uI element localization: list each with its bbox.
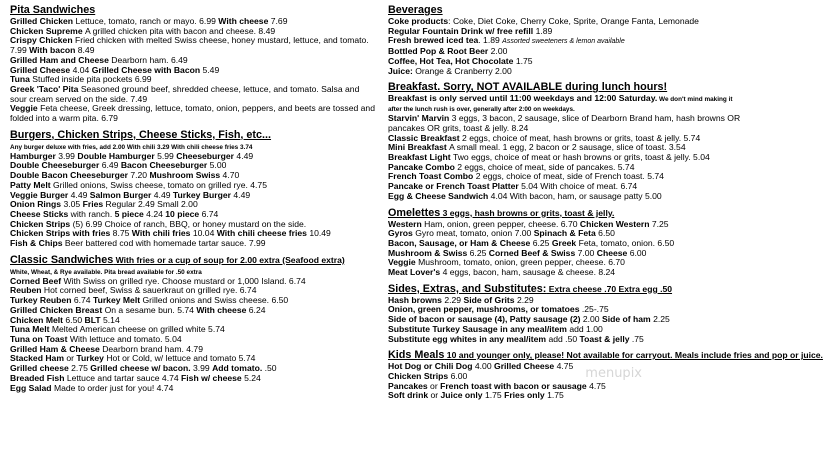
item-detail: 2.00 [582, 314, 602, 325]
item-name: Crispy Chicken [10, 35, 75, 46]
item-detail: .50 [262, 363, 277, 374]
item-name: Fries only [504, 390, 548, 401]
item-name: Turkey Melt [92, 295, 143, 306]
menu-section-omelettes [388, 207, 744, 278]
item-detail: 4.24 [146, 208, 166, 219]
item-detail: 6.00 [629, 247, 647, 258]
item-name: Corned Beef & Swiss [488, 247, 578, 258]
item-name: Salmon Burger [89, 189, 154, 200]
item-detail: Mushroom, tomato, onion, green pepper, cheese. 6.70 [418, 257, 625, 268]
item-name: Chicken Melt [10, 314, 66, 325]
menu-item [388, 192, 744, 202]
section-note: Extra cheese .70 Extra egg .50 [546, 283, 673, 294]
item-name: Coffee, Hot Tea, Hot Chocolate [388, 55, 516, 66]
item-detail: 5.04 With choice of meat. 6.74 [521, 181, 638, 192]
section-title: Kids Meals [388, 349, 445, 362]
menu-item [10, 384, 376, 394]
item-detail: With Swiss on grilled rye. Choose mustard or 1,000 Island. 6.74 [63, 275, 306, 286]
item-detail: with ranch. [70, 208, 115, 219]
item-name: Grilled cheese [10, 363, 72, 374]
item-detail: 2 eggs, choice of meat, hash browns or grits, toast & jelly. 5.74 [462, 132, 701, 143]
item-detail: 2 eggs, choice of meat, side of French toast. 5.74 [475, 171, 664, 182]
watermark: menupix [585, 366, 642, 381]
menu-item [388, 335, 744, 345]
item-name: Greek [551, 237, 579, 248]
section-heading [10, 129, 376, 141]
item-name: Chicken Supreme [10, 25, 85, 36]
item-name: Regular Fountain Drink w/ free refill [388, 25, 536, 36]
item-name: Grilled Cheese [10, 64, 73, 75]
section-title: Sides, Extras, and Substitutes: [388, 282, 547, 295]
item-name: Breaded Fish [10, 372, 67, 383]
item-name: With cheese [196, 304, 249, 315]
item-detail: (5) 6.99 Choice of ranch, BBQ, or honey mustard on the side. [72, 218, 307, 229]
item-name: Cheese [596, 247, 630, 258]
item-detail: 7.69 [268, 16, 288, 26]
item-detail: 2.75 [71, 363, 91, 374]
item-name: Gyros [388, 228, 416, 239]
item-detail: Hot or Cold, w/ lettuce and tomato 5.74 [106, 353, 256, 364]
item-detail: Grilled onions and Swiss cheese. 6.50 [142, 295, 289, 306]
item-detail: 5.00 [209, 160, 227, 171]
item-name: Starvin' Marvin [388, 113, 452, 124]
item-detail: add 1.00 [569, 323, 603, 334]
item-detail: With lettuce and tomato. 5.04 [69, 333, 182, 344]
item-name: Bacon Cheeseburger [120, 160, 210, 171]
item-detail: Ham, onion, green pepper, cheese. 6.70 [424, 218, 580, 229]
item-detail: Orange & Cranberry 2.00 [415, 65, 512, 76]
item-detail: 4.75 [556, 361, 574, 372]
item-name: With cheese [218, 16, 269, 26]
item-detail: add .50 [548, 333, 580, 344]
section-title: Breakfast. Sorry, NOT AVAILABLE during lunch hours! [388, 81, 668, 94]
item-name: With chili cheese fries [216, 228, 310, 239]
menu-item [10, 85, 376, 104]
item-detail: Any burger deluxe with fries, add 2.00 With chili 3.29 With chili cheese fries 3.74 [10, 143, 253, 151]
item-name: Mushroom Swiss [149, 170, 223, 181]
item-detail: 3 eggs, 3 bacon, 2 sausage, slice of Dearborn Brand ham, hash browns OR pancakes OR grits, toast & jelly. 8.24 [388, 113, 741, 133]
item-detail: Regular 2.49 Small 2.00 [105, 199, 198, 210]
item-detail: 7.20 [130, 170, 150, 181]
item-name: Cheeseburger [176, 150, 237, 161]
item-detail: Fried chicken with melted Swiss cheese, honey mustard, lettuce, and tomato. 7.99 [10, 35, 369, 56]
item-name: Fries [82, 199, 106, 210]
item-name: Turkey Reuben [10, 295, 74, 306]
item-detail: 6.74 [201, 208, 219, 219]
item-detail: Feta cheese, Greek dressing, lettuce, tomato, onion, peppers, and beets are tossed and folded into a warm pita. 6.79 [10, 103, 375, 124]
section-note: 3 eggs, hash browns or grits, toast & jelly. [440, 207, 615, 218]
section-title: Beverages [388, 4, 443, 16]
item-name: Mini Breakfast [388, 142, 450, 153]
menu-section-sides [388, 283, 744, 345]
item-name: Bottled Pop & Root Beer [388, 46, 491, 57]
item-name: Egg & Cheese Sandwich [388, 190, 491, 201]
item-detail: 4.49 [153, 189, 173, 200]
item-detail: 6.00 [450, 370, 468, 381]
item-detail: 8.49 [75, 45, 95, 56]
item-name: Grilled Chicken Breast [10, 304, 105, 315]
section-note: With fries or a cup of soup for 2.00 extra (Seafood extra) [113, 254, 345, 265]
item-name: Turkey [76, 353, 107, 364]
item-name: Turkey Burger [172, 189, 234, 200]
item-detail: 3.05 [63, 199, 83, 210]
item-detail: Two eggs, choice of meat or hash browns or grits, toast & jelly. 5.04 [452, 152, 710, 163]
section-heading [10, 254, 376, 266]
item-detail: 2.29 [444, 294, 464, 305]
item-detail: A small meal. 1 egg, 2 bacon or 2 sausage, slice of toast. 3.54 [449, 142, 686, 153]
item-name: Grilled Chicken [10, 16, 76, 26]
item-name: Juice only [440, 390, 485, 401]
item-name: With chili fries [131, 228, 193, 239]
item-name: Veggie [388, 257, 419, 268]
item-detail: 4.75 [589, 380, 606, 391]
item-detail: 7.25 [651, 218, 669, 229]
item-detail: 6.25 [532, 237, 552, 248]
item-name: Breakfast is only served until 11:00 weekdays and 12:00 Saturday. [388, 93, 658, 104]
item-name: Add tomato. [212, 363, 263, 374]
section-title: Burgers, Chicken Strips, Cheese Sticks, Fish, etc... [10, 128, 272, 141]
item-name: French toast with bacon or sausage [440, 380, 590, 391]
section-heading [388, 4, 744, 16]
item-detail: 10.49 [309, 228, 331, 239]
item-name: Patty Melt [10, 179, 53, 190]
menu-left-column [10, 4, 376, 398]
item-detail: 4.04 With bacon, ham, or sausage patty 5.00 [490, 190, 662, 201]
item-name: Chicken Western [579, 218, 652, 229]
section-heading [388, 81, 744, 93]
item-detail: 4.70 [222, 170, 240, 181]
item-name: Cheese Sticks [10, 208, 71, 219]
item-name: Pancake or French Toast Platter [388, 181, 522, 192]
item-detail: 4.49 [233, 189, 251, 200]
item-detail: 5.14 [103, 314, 120, 325]
item-detail: Gyro meat, tomato, onion 7.00 [415, 228, 534, 239]
item-name: Onion Rings [10, 199, 64, 210]
item-name: Corned Beef [10, 275, 64, 286]
item-detail: 5.49 [200, 64, 220, 75]
item-name: Double Hamburger [77, 150, 158, 161]
item-name: 10 piece [165, 208, 202, 219]
item-detail: Feta, tomato, onion. 6.50 [578, 237, 675, 248]
item-detail: Assorted sweeteners & lemon available [502, 38, 625, 46]
menu-item [388, 268, 744, 278]
item-name: Egg Salad [10, 382, 54, 393]
item-name: Spinach & Feta [533, 228, 599, 239]
item-detail: White, Wheat, & Rye available. Pita bread available for .50 extra [10, 268, 202, 276]
item-detail: Beer battered cod with homemade tartar sauce. 7.99 [64, 238, 266, 249]
item-detail: 7.00 [577, 247, 597, 258]
menu-item [388, 94, 744, 114]
item-detail: .75 [631, 333, 644, 344]
item-name: Mushroom & Swiss [388, 247, 470, 258]
item-name: Juice: [388, 65, 416, 76]
item-detail: On a sesame bun. 5.74 [104, 304, 197, 315]
section-note: 10 and younger only, please! Not available for carryout. Meals include fries and pop or juice. [444, 350, 823, 361]
menu-item [388, 67, 744, 77]
item-name: 5 piece [114, 208, 147, 219]
item-name: Tuna [10, 74, 33, 85]
menu-section-classic [10, 254, 376, 393]
item-detail: 6.50 [598, 228, 615, 239]
item-name: Substitute Turkey Sausage in any meal/item [388, 323, 570, 334]
item-name: Toast & jelly [579, 333, 632, 344]
item-name: French Toast Combo [388, 171, 476, 182]
item-name: Fresh brewed iced tea [388, 35, 479, 46]
section-heading [388, 283, 744, 295]
item-detail: 1.75 [515, 55, 533, 66]
section-title: Classic Sandwiches [10, 253, 114, 266]
item-detail: 4.49 [70, 189, 90, 200]
menu-section-kids [388, 349, 823, 401]
item-detail: A grilled chicken pita with bacon and cheese. 8.49 [84, 25, 276, 36]
item-detail: 3.99 [58, 150, 78, 161]
item-name: Stacked Ham [10, 353, 67, 364]
item-detail: 2 eggs, choice of meat, side of pancakes. 5.74 [457, 161, 635, 172]
item-detail: Made to order just for you! 4.74 [53, 382, 174, 393]
item-name: Grilled Cheese [494, 361, 557, 372]
item-name: Grilled cheese w/ bacon. [90, 363, 191, 374]
item-name: Hash browns [388, 294, 445, 305]
item-name: Tuna Melt [10, 324, 52, 335]
item-detail: 6.25 [469, 247, 489, 258]
menu-section-breakfast [388, 81, 744, 201]
item-name: Greek 'Taco' Pita [10, 83, 81, 94]
item-name: Grilled Cheese with Bacon [91, 64, 201, 75]
item-name: Reuben [10, 285, 44, 296]
item-name: Pancakes [388, 380, 431, 391]
item-detail: 6.24 [248, 304, 266, 315]
item-name: Breakfast Light [388, 152, 453, 163]
item-name: Meat Lover's [388, 267, 443, 278]
item-detail: 4.04 [72, 64, 92, 75]
item-detail: Dearborn brand ham. 4.79 [102, 343, 203, 354]
item-name: Double Bacon Cheeseburger [10, 170, 131, 181]
item-name: Onion, green pepper, mushrooms, or tomatoes [388, 304, 582, 315]
item-name: Chicken Strips [10, 218, 73, 229]
item-detail: : Coke, Diet Coke, Cherry Coke, Sprite, Orange Fanta, Lemonade [448, 16, 699, 26]
item-name: Soft drink [388, 390, 431, 401]
item-detail: 6.74 [73, 295, 93, 306]
item-detail: .25-.75 [581, 304, 609, 315]
item-name: Veggie [10, 103, 41, 114]
item-detail: Seasoned ground beef, shredded cheese, lettuce, and tomato. Salsa and sour cream served on the side. 7.49 [10, 83, 360, 104]
item-detail: 2.00 [490, 46, 508, 57]
item-detail: Lettuce, tomato, ranch or mayo. 6.99 [75, 16, 219, 26]
section-heading [388, 207, 744, 219]
item-detail: 1.75 [484, 390, 505, 401]
item-detail: Melted American cheese on grilled white 5.74 [51, 324, 225, 335]
section-title: Pita Sandwiches [10, 4, 96, 16]
item-detail: 2.29 [516, 294, 534, 305]
item-detail: 1.89 [535, 25, 553, 36]
item-detail: 6.50 [65, 314, 85, 325]
item-detail: Stuffed inside pita pockets 6.99 [32, 74, 152, 85]
item-name: Fish w/ cheese [181, 372, 245, 383]
menu-section-beverages [388, 4, 744, 76]
item-detail: Grilled onions, Swiss cheese, tomato on grilled rye. 4.75 [52, 179, 267, 190]
item-detail: Lettuce and tartar sauce 4.74 [66, 372, 182, 383]
item-detail: 1.75 [547, 390, 564, 401]
section-heading [388, 349, 823, 362]
item-name: With bacon [29, 45, 76, 56]
item-detail: 6.49 [101, 160, 121, 171]
item-name: Side of Grits [463, 294, 517, 305]
item-name: Chicken Strips with fries [10, 228, 113, 239]
item-name: Classic Breakfast [388, 132, 463, 143]
item-name: Fish & Chips [10, 238, 65, 249]
item-detail: Hot corned beef, Swiss & sauerkraut on grilled rye. 6.74 [43, 285, 257, 296]
menu-item [388, 391, 744, 401]
item-name: Western [388, 218, 425, 229]
menu-section-pita [10, 4, 376, 124]
item-name: Chicken Strips [388, 370, 451, 381]
item-detail: or [66, 353, 77, 364]
item-name: Grilled Ham and Cheese [10, 54, 112, 65]
menu-item [10, 104, 376, 123]
item-name: BLT [84, 314, 103, 325]
item-name: Substitute egg whites in any meal/item [388, 333, 549, 344]
item-name: Grilled Ham & Cheese [10, 343, 103, 354]
item-name: Hot Dog or Chili Dog [388, 361, 475, 372]
item-detail: 4.49 [236, 150, 254, 161]
item-detail: Dearborn ham. 6.49 [111, 54, 188, 65]
item-name: Hamburger [10, 150, 59, 161]
item-name: Pancake Combo [388, 161, 458, 172]
item-name: Double Cheeseburger [10, 160, 102, 171]
section-title: Omelettes [388, 206, 441, 219]
item-name: Side of bacon or sausage (4), Patty sausage (2) [388, 314, 583, 325]
menu-item [10, 36, 376, 55]
item-name: Veggie Burger [10, 189, 71, 200]
item-detail: 10.04 [192, 228, 217, 239]
item-detail: 4.00 [474, 361, 495, 372]
menu-right-column [388, 4, 823, 406]
item-detail: or [430, 380, 441, 391]
section-heading [10, 4, 376, 16]
item-detail: 8.75 [112, 228, 132, 239]
menu-item [388, 114, 744, 133]
item-name: Side of ham [601, 314, 654, 325]
item-name: Bacon, Sausage, or Ham & Cheese [388, 237, 533, 248]
item-detail: 3.99 [190, 363, 213, 374]
item-detail: 2.25 [653, 314, 670, 325]
item-detail: 5.24 [244, 372, 261, 383]
item-detail: or [430, 390, 441, 401]
menu-item [10, 239, 376, 249]
item-name: Tuna on Toast [10, 333, 70, 344]
item-detail: 4 eggs, bacon, ham, sausage & cheese. 8.24 [442, 267, 616, 278]
item-detail: . 1.89 [478, 35, 503, 46]
menu-section-burgers [10, 129, 376, 249]
item-name: Coke products [388, 16, 449, 26]
item-detail: 5.99 [157, 150, 177, 161]
item-detail: We don't mind making it after the lunch rush is over, generally after 2:00 on weekdays. [388, 96, 733, 114]
